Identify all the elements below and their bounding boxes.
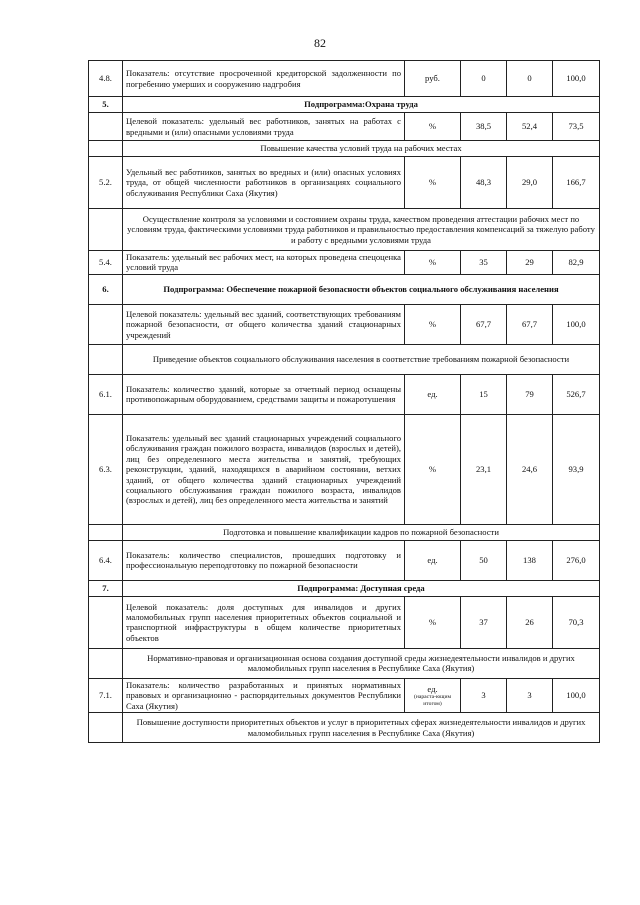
unit-cell bbox=[405, 374, 461, 414]
row-number: 6.3. bbox=[89, 414, 123, 524]
activity-heading: Нормативно-правовая и организационная основа создания доступной среды жизнедеятельности инвалидов и других маломобильных групп населения в Республике Саха (Якутия) bbox=[123, 648, 600, 678]
planned-value: 3 bbox=[461, 678, 507, 712]
completion-percent: 100,0 bbox=[553, 61, 600, 97]
blank-cell bbox=[89, 141, 123, 157]
actual-value: 29,0 bbox=[507, 157, 553, 209]
indicator-description: Целевой показатель: удельный вес зданий, соответствующих требованиям пожарной безопасности, от общего количества зданий стационарных учреждений bbox=[123, 304, 405, 344]
subheading-row bbox=[89, 209, 600, 251]
row-number bbox=[89, 596, 123, 648]
table-row bbox=[89, 304, 600, 344]
subheading-row bbox=[89, 344, 600, 374]
actual-value: 3 bbox=[507, 678, 553, 712]
table-row bbox=[89, 374, 600, 414]
unit-cell bbox=[405, 596, 461, 648]
row-number: 6.4. bbox=[89, 540, 123, 580]
blank-cell bbox=[89, 344, 123, 374]
row-number: 6.1. bbox=[89, 374, 123, 414]
actual-value: 79 bbox=[507, 374, 553, 414]
table-row bbox=[89, 251, 600, 275]
unit: % bbox=[428, 121, 437, 132]
indicator-description: Целевой показатель: удельный вес работников, занятых на работах с вредными и (или) опасными условиями труда bbox=[123, 113, 405, 141]
section-row bbox=[89, 97, 600, 113]
table-row bbox=[89, 113, 600, 141]
section-title: Подпрограмма: Обеспечение пожарной безопасности объектов социального обслуживания населения bbox=[123, 274, 600, 304]
indicator-description: Показатель: количество зданий, которые за отчетный период оснащены противопожарным оборудованием, средствами защиты и пожаротушения bbox=[123, 374, 405, 414]
planned-value: 38,5 bbox=[461, 113, 507, 141]
indicator-description: Показатель: удельный вес рабочих мест, на которых проведена спецоценка условий труда bbox=[123, 251, 405, 275]
actual-value: 52,4 bbox=[507, 113, 553, 141]
row-number: 4.8. bbox=[89, 61, 123, 97]
unit-cell bbox=[405, 113, 461, 141]
completion-percent: 100,0 bbox=[553, 304, 600, 344]
section-number: 5. bbox=[89, 97, 123, 113]
planned-value: 37 bbox=[461, 596, 507, 648]
completion-percent: 70,3 bbox=[553, 596, 600, 648]
planned-value: 0 bbox=[461, 61, 507, 97]
subheading-row bbox=[89, 141, 600, 157]
section-title: Подпрограмма: Доступная среда bbox=[123, 580, 600, 596]
actual-value: 67,7 bbox=[507, 304, 553, 344]
actual-value: 24,6 bbox=[507, 414, 553, 524]
page-number: 82 bbox=[314, 36, 326, 50]
completion-percent: 526,7 bbox=[553, 374, 600, 414]
unit: ед. bbox=[427, 389, 438, 400]
table-row bbox=[89, 540, 600, 580]
subheading-row bbox=[89, 524, 600, 540]
unit: % bbox=[428, 257, 437, 268]
planned-value: 67,7 bbox=[461, 304, 507, 344]
table-row bbox=[89, 596, 600, 648]
activity-heading: Приведение объектов социального обслуживания населения в соответствие требованиям пожарной безопасности bbox=[123, 344, 600, 374]
actual-value: 26 bbox=[507, 596, 553, 648]
table-row bbox=[89, 157, 600, 209]
table-row bbox=[89, 678, 600, 712]
section-row bbox=[89, 580, 600, 596]
section-title: Подпрограмма:Охрана труда bbox=[123, 97, 600, 113]
completion-percent: 166,7 bbox=[553, 157, 600, 209]
unit-note: (нараста-ющим итогом) bbox=[414, 694, 451, 707]
completion-percent: 82,9 bbox=[553, 251, 600, 275]
row-number: 7.1. bbox=[89, 678, 123, 712]
unit: % bbox=[428, 464, 437, 475]
unit-cell bbox=[405, 157, 461, 209]
indicator-description: Показатель: отсутствие просроченной кредиторской задолженности по погребению умерших и сооружению надгробия bbox=[123, 61, 405, 97]
row-number bbox=[89, 113, 123, 141]
indicator-description: Целевой показатель: доля доступных для инвалидов и других маломобильных групп населения приоритетных объектов социальной и транспортной инфраструктуры в общем количестве приоритетных объектов bbox=[123, 596, 405, 648]
planned-value: 23,1 bbox=[461, 414, 507, 524]
unit-cell bbox=[405, 61, 461, 97]
unit: % bbox=[428, 319, 437, 330]
table-row bbox=[89, 61, 600, 97]
unit: ед. bbox=[427, 683, 438, 694]
row-number bbox=[89, 304, 123, 344]
activity-heading: Повышение качества условий труда на рабочих местах bbox=[123, 141, 600, 157]
actual-value: 29 bbox=[507, 251, 553, 275]
blank-cell bbox=[89, 209, 123, 251]
blank-cell bbox=[89, 524, 123, 540]
completion-percent: 73,5 bbox=[553, 113, 600, 141]
indicator-description: Показатель: количество разработанных и принятых нормативных правовых и организационно - распорядительных документов Республики Саха (Якутия) bbox=[123, 678, 405, 712]
unit: ед. bbox=[427, 555, 438, 566]
subheading-row bbox=[89, 648, 600, 678]
section-number: 7. bbox=[89, 580, 123, 596]
actual-value: 0 bbox=[507, 61, 553, 97]
unit-cell bbox=[405, 414, 461, 524]
row-number: 5.4. bbox=[89, 251, 123, 275]
indicator-description: Показатель: удельный вес зданий стационарных учреждений социального обслуживания граждан пожилого возраста, инвалидов (взрослых и детей), лиц без определенного места жительства и занятий, требующих реконструкции, зданий, находящихся в аварийном состоянии, ветхих зданий, от общего количества зданий стационарных учреждений социального обслуживания граждан пожилого возраста, инвалидов (взрослых и детей), лиц без определенного места жительства и занятий bbox=[123, 414, 405, 524]
unit-cell bbox=[405, 540, 461, 580]
subheading-row bbox=[89, 713, 600, 743]
unit: руб. bbox=[425, 73, 440, 84]
blank-cell bbox=[89, 713, 123, 743]
activity-heading: Подготовка и повышение квалификации кадров по пожарной безопасности bbox=[123, 524, 600, 540]
indicator-description: Удельный вес работников, занятых во вредных и (или) опасных условиях труда, от общей численности работников в организациях социального обслуживания Республики Саха (Якутия) bbox=[123, 157, 405, 209]
completion-percent: 276,0 bbox=[553, 540, 600, 580]
planned-value: 15 bbox=[461, 374, 507, 414]
indicators-table bbox=[88, 60, 600, 743]
indicator-description: Показатель: количество специалистов, прошедших подготовку и профессиональную переподготовку по пожарной безопасности bbox=[123, 540, 405, 580]
table-row bbox=[89, 414, 600, 524]
section-number: 6. bbox=[89, 274, 123, 304]
activity-heading: Осуществление контроля за условиями и состоянием охраны труда, качеством проведения аттестации рабочих мест по условиям труда, фактическими условиями труда работников и правильностью предоставления компенсаций за тяжелую работу и работу с вредными условиями труда bbox=[123, 209, 600, 251]
planned-value: 50 bbox=[461, 540, 507, 580]
unit: % bbox=[428, 177, 437, 188]
completion-percent: 100,0 bbox=[553, 678, 600, 712]
section-row bbox=[89, 274, 600, 304]
unit-cell bbox=[405, 304, 461, 344]
unit: % bbox=[428, 617, 437, 628]
planned-value: 48,3 bbox=[461, 157, 507, 209]
unit-cell bbox=[405, 251, 461, 275]
completion-percent: 93,9 bbox=[553, 414, 600, 524]
row-number: 5.2. bbox=[89, 157, 123, 209]
blank-cell bbox=[89, 648, 123, 678]
unit-cell bbox=[405, 678, 461, 712]
planned-value: 35 bbox=[461, 251, 507, 275]
actual-value: 138 bbox=[507, 540, 553, 580]
activity-heading: Повышение доступности приоритетных объектов и услуг в приоритетных сферах жизнедеятельности инвалидов и других маломобильных групп населения в Республике Саха (Якутия) bbox=[123, 713, 600, 743]
